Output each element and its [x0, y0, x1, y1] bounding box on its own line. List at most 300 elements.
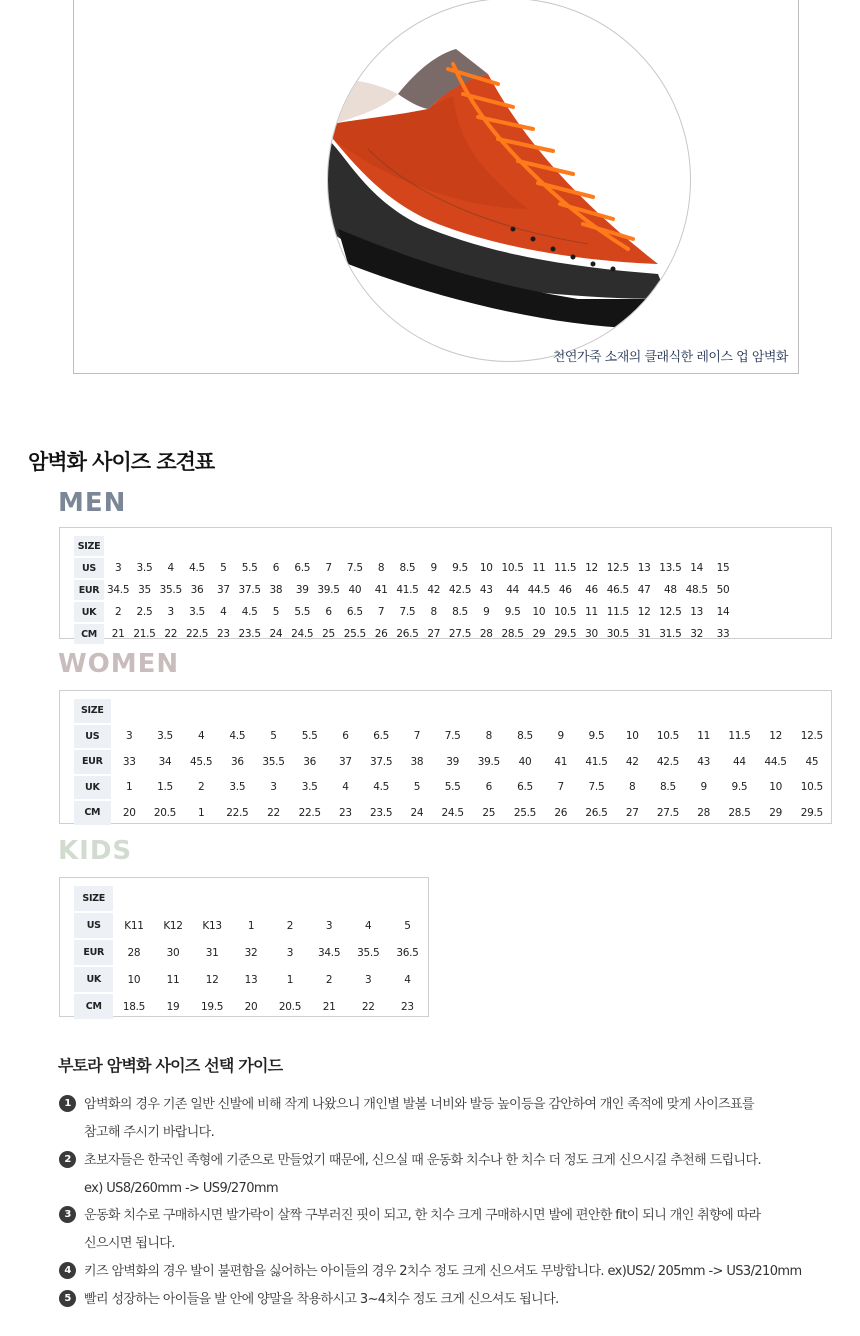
size-cell — [389, 886, 426, 911]
size-cell: 20 — [122, 806, 136, 819]
size-cell: 23 — [339, 806, 352, 819]
size-cell: 32 — [244, 946, 258, 959]
size-cell — [579, 699, 613, 723]
size-cell: 36 — [303, 755, 317, 768]
size-cell: 27.5 — [656, 806, 680, 819]
size-cell: 4 — [365, 919, 372, 932]
size-cell: 8 — [629, 781, 636, 794]
size-cell: 37 — [339, 755, 352, 768]
size-cell: 8.5 — [452, 606, 468, 618]
size-cell: 5.5 — [444, 781, 461, 794]
size-cell: 44.5 — [764, 755, 787, 768]
size-cell: 12.5 — [659, 606, 682, 618]
size-cell: 42.5 — [656, 755, 680, 768]
size-cell: 25 — [482, 806, 496, 819]
size-cell: 3.5 — [157, 730, 173, 743]
size-cell: 40 — [518, 755, 532, 768]
size-cell: 48 — [664, 584, 677, 596]
size-cell: 29 — [532, 628, 546, 640]
guide-item-text-cont: 신으시면 됩니다. — [84, 1236, 175, 1251]
size-cell — [474, 536, 498, 556]
size-cell — [422, 536, 446, 556]
size-cell: 24 — [269, 628, 283, 640]
size-cell: 28 — [127, 946, 141, 959]
size-cell — [795, 699, 829, 723]
size-cell: 6.5 — [294, 562, 311, 574]
kids-table — [72, 884, 428, 1021]
size-cell: 21 — [322, 1000, 336, 1013]
size-cell — [256, 699, 290, 723]
size-cell: 10.5 — [554, 606, 577, 618]
size-cell: 5.5 — [301, 730, 318, 743]
size-cell: 33 — [122, 755, 136, 768]
size-cell: K11 — [124, 919, 144, 932]
size-cell: 41.5 — [396, 584, 419, 596]
size-cell: 40 — [348, 584, 362, 596]
size-cell: 25 — [322, 628, 335, 640]
size-cell: 3 — [167, 606, 174, 618]
number-4-icon: 4 — [59, 1262, 76, 1279]
size-cell — [369, 536, 393, 556]
size-cell: 12 — [769, 730, 782, 743]
size-cell: 22.5 — [185, 628, 209, 640]
size-cell: 3 — [365, 973, 372, 986]
size-cell: 7 — [557, 781, 564, 794]
size-cell: 11.5 — [606, 606, 629, 618]
size-cell: 2 — [286, 919, 294, 932]
size-cell — [685, 536, 709, 556]
size-cell: 28.5 — [501, 628, 524, 640]
size-cell: 4 — [167, 562, 174, 574]
size-cell — [329, 699, 362, 723]
size-cell: 35.5 — [159, 584, 182, 596]
size-cell: K12 — [163, 919, 183, 932]
size-cell: 44 — [506, 584, 519, 596]
size-cell — [579, 536, 603, 556]
size-row-eur — [74, 750, 829, 774]
size-cell — [364, 699, 398, 723]
size-row-cm — [74, 624, 735, 644]
size-cell — [194, 886, 231, 911]
size-cell: 10 — [127, 973, 141, 986]
size-cell: 7 — [413, 730, 421, 743]
size-cell — [711, 536, 735, 556]
size-cell: 21.5 — [133, 628, 156, 640]
row-label: CM — [74, 994, 113, 1019]
size-cell: 19.5 — [201, 1000, 224, 1013]
number-3-icon: 3 — [59, 1206, 76, 1223]
size-cell — [527, 536, 551, 556]
size-cell: 12 — [205, 973, 219, 986]
size-row-eur — [74, 940, 426, 965]
size-cell: 24.5 — [441, 806, 464, 819]
size-cell: 31 — [205, 946, 219, 959]
image-caption: 천연가죽 소재의 클래식한 레이스 업 암벽화 — [552, 350, 788, 365]
size-cell: 29 — [769, 806, 782, 819]
size-cell: 4.5 — [189, 562, 205, 574]
size-row-uk — [74, 602, 735, 622]
size-cell: 3.5 — [301, 781, 318, 794]
size-row-cm — [74, 801, 829, 825]
size-cell: 13 — [244, 973, 258, 986]
size-cell: 39.5 — [477, 755, 500, 768]
size-cell: 4.5 — [229, 730, 246, 743]
row-label: EUR — [74, 940, 113, 965]
size-cell: 36 — [190, 584, 204, 596]
size-cell: 8 — [485, 730, 492, 743]
size-cell: 8.5 — [399, 562, 416, 574]
size-cell — [687, 699, 720, 723]
size-cell: 36.5 — [396, 946, 419, 959]
size-cell: 22.5 — [226, 806, 249, 819]
row-label: EUR — [74, 580, 104, 600]
size-cell: 31 — [637, 628, 651, 640]
size-cell: 22 — [361, 1000, 375, 1013]
size-cell: 3 — [270, 781, 277, 794]
size-cell: 1 — [197, 806, 205, 819]
size-cell: 11 — [585, 606, 598, 618]
size-cell: 44.5 — [527, 584, 550, 596]
guide-item-4 — [59, 1258, 802, 1286]
size-cell: 38 — [269, 584, 283, 596]
size-cell: 1 — [247, 919, 255, 932]
row-label: SIZE — [74, 536, 104, 556]
guide-item-text: 운동화 치수로 구매하시면 발가락이 살짝 구부러진 핏이 되고, 한 치수 크게 구매하시면 발에 편안한 fit이 되니 개인 취향에 따라 — [84, 1208, 761, 1223]
size-cell: 24.5 — [291, 628, 314, 640]
size-cell: 46 — [585, 584, 598, 596]
size-cell: 23.5 — [238, 628, 261, 640]
size-cell: 1 — [286, 973, 294, 986]
size-cell: 6 — [325, 606, 332, 618]
size-cell: 18.5 — [122, 1000, 146, 1013]
size-cell: 26.5 — [396, 628, 419, 640]
size-cell — [115, 886, 152, 911]
size-cell: 11.5 — [554, 562, 577, 574]
size-cell: 5.5 — [294, 606, 311, 618]
size-cell: 11 — [166, 973, 180, 986]
size-cell: 6 — [342, 730, 349, 743]
size-cell: 36 — [230, 755, 244, 768]
shoe-closeup-image — [327, 0, 691, 362]
size-cell: 10.5 — [501, 562, 524, 574]
number-1-icon: 1 — [59, 1095, 76, 1112]
size-cell: 34 — [158, 755, 172, 768]
size-cell: 11 — [532, 562, 546, 574]
size-cell: 2.5 — [136, 606, 153, 618]
row-label: CM — [74, 624, 104, 644]
guide-item-text: 초보자들은 한국인 족형에 기준으로 만들었기 때문에, 신으실 때 운동화 치수나 한 치수 더 정도 크게 신으시길 추천해 드립니다. — [84, 1153, 761, 1168]
size-row-us — [74, 913, 426, 938]
size-cell: 29.5 — [554, 628, 577, 640]
size-cell: 3 — [325, 919, 333, 932]
size-cell: 22.5 — [298, 806, 321, 819]
size-cell: 6 — [272, 562, 280, 574]
size-cell: 28.5 — [728, 806, 751, 819]
size-cell: 9 — [557, 730, 564, 743]
guide-item-text-cont: 참고해 주시기 바랍니다. — [84, 1125, 215, 1140]
size-cell: 46 — [558, 584, 572, 596]
size-cell: 5 — [220, 562, 227, 574]
size-cell: 5.5 — [241, 562, 258, 574]
size-cell: 45.5 — [190, 755, 213, 768]
size-chart-title: 암벽화 사이즈 조견표 — [28, 450, 215, 474]
size-cell: 23 — [216, 628, 230, 640]
size-cell: 25.5 — [513, 806, 537, 819]
size-row-us — [74, 725, 829, 749]
size-cell: 20.5 — [153, 806, 177, 819]
men-size-table — [59, 527, 832, 639]
size-cell: 14 — [690, 562, 704, 574]
size-cell: 32 — [690, 628, 704, 640]
size-cell: 2 — [325, 973, 333, 986]
size-cell: 23.5 — [370, 806, 393, 819]
size-cell: 26 — [554, 806, 568, 819]
size-cell: 5 — [272, 606, 280, 618]
size-cell: 37.5 — [370, 755, 393, 768]
size-cell — [237, 536, 261, 556]
size-cell — [113, 699, 146, 723]
size-cell: 39 — [446, 755, 460, 768]
size-cell: 34.5 — [107, 584, 130, 596]
size-cell — [290, 536, 314, 556]
size-cell: 28 — [697, 806, 711, 819]
size-cell — [316, 536, 340, 556]
size-cell: 45 — [805, 755, 819, 768]
kids-size-table — [59, 877, 429, 1017]
size-cell — [616, 699, 649, 723]
size-cell — [395, 536, 419, 556]
number-2-icon: 2 — [59, 1151, 76, 1168]
size-cell: 8.5 — [660, 781, 676, 794]
size-cell — [508, 699, 542, 723]
size-row-size — [74, 886, 426, 911]
size-cell — [500, 536, 524, 556]
size-cell — [350, 886, 387, 911]
size-cell: 3.5 — [189, 606, 205, 618]
size-cell: 5 — [413, 781, 421, 794]
size-cell — [553, 536, 577, 556]
size-cell: 2 — [197, 781, 205, 794]
size-cell: 26 — [374, 628, 388, 640]
guide-item-3 — [59, 1202, 761, 1258]
size-cell: 4.5 — [373, 781, 390, 794]
size-cell: 1.5 — [157, 781, 173, 794]
size-cell: 13 — [690, 606, 704, 618]
size-row-uk — [74, 967, 426, 992]
size-row-uk — [74, 776, 829, 800]
size-cell: 7.5 — [588, 781, 605, 794]
size-cell: 12.5 — [800, 730, 823, 743]
size-cell — [436, 699, 470, 723]
size-cell: 5 — [404, 919, 411, 932]
size-cell — [632, 536, 656, 556]
size-cell: 27.5 — [448, 628, 472, 640]
size-cell: 23 — [401, 1000, 414, 1013]
product-image-frame — [73, 0, 799, 374]
size-cell: 3 — [114, 562, 122, 574]
size-cell: 30 — [585, 628, 598, 640]
size-row-eur — [74, 580, 735, 600]
size-cell: 43 — [479, 584, 493, 596]
size-cell: 27 — [625, 806, 639, 819]
size-cell: 47 — [637, 584, 651, 596]
size-cell: 6.5 — [346, 606, 363, 618]
size-cell: 29.5 — [800, 806, 823, 819]
size-cell: 7.5 — [346, 562, 363, 574]
size-cell: 30 — [166, 946, 180, 959]
guide-item-text-cont: ex) US8/260mm -> US9/270mm — [84, 1181, 279, 1196]
size-cell — [233, 886, 270, 911]
size-cell: 6.5 — [517, 781, 533, 794]
size-cell — [759, 699, 793, 723]
row-label: US — [74, 725, 111, 749]
size-cell: 42 — [427, 584, 441, 596]
size-cell: 41 — [374, 584, 388, 596]
size-cell: 37 — [216, 584, 230, 596]
size-cell: 50 — [716, 584, 730, 596]
size-row-size — [74, 536, 735, 556]
size-cell: 6 — [485, 781, 492, 794]
size-cell: 39.5 — [317, 584, 340, 596]
size-cell: 34.5 — [318, 946, 341, 959]
size-cell: 30.5 — [606, 628, 629, 640]
size-cell — [544, 699, 577, 723]
size-cell: 25.5 — [343, 628, 366, 640]
guide-item-text: 키즈 암벽화의 경우 발이 불편함을 싫어하는 아이들의 경우 2치수 정도 크게 신으셔도 무방합니다. ex)US2/ 205mm -> US3/210mm — [84, 1264, 802, 1279]
size-cell: 31.5 — [659, 628, 682, 640]
size-cell — [722, 699, 756, 723]
size-cell: 3 — [286, 946, 294, 959]
size-cell: 12 — [637, 606, 651, 618]
size-cell: 20.5 — [278, 1000, 302, 1013]
size-cell: 9.5 — [588, 730, 605, 743]
size-cell — [658, 536, 682, 556]
size-cell: 41 — [554, 755, 568, 768]
size-cell: 10 — [625, 730, 639, 743]
size-cell: K13 — [202, 919, 222, 932]
men-table — [72, 534, 737, 646]
guide-item-text: 암벽화의 경우 기존 일반 신발에 비해 작게 나왔으니 개인별 발볼 너비와 발등 높이등을 감안하여 개인 족적에 맞게 사이즈표를 — [84, 1097, 754, 1112]
size-cell: 24 — [410, 806, 424, 819]
size-cell: 3.5 — [136, 562, 153, 574]
size-cell: 41.5 — [585, 755, 608, 768]
size-cell: 9 — [483, 606, 490, 618]
row-label: SIZE — [74, 699, 111, 723]
size-cell — [148, 699, 182, 723]
size-cell: 12.5 — [606, 562, 629, 574]
size-row-cm — [74, 994, 426, 1019]
size-cell: 7 — [325, 562, 332, 574]
row-label: US — [74, 558, 104, 578]
size-cell: 22 — [164, 628, 178, 640]
women-section-title: WOMEN — [58, 649, 180, 679]
size-cell — [185, 536, 209, 556]
row-label: UK — [74, 967, 113, 992]
size-cell: 3.5 — [229, 781, 246, 794]
size-row-size — [74, 699, 829, 723]
number-5-icon: 5 — [59, 1290, 76, 1307]
guide-item-2 — [59, 1147, 761, 1203]
women-table — [72, 697, 831, 827]
size-cell — [264, 536, 288, 556]
size-cell — [106, 536, 130, 556]
size-cell: 35.5 — [357, 946, 380, 959]
row-label: SIZE — [74, 886, 113, 911]
guide-item-1 — [59, 1091, 754, 1147]
guide-title: 부토라 암벽화 사이즈 선택 가이드 — [58, 1056, 283, 1075]
size-cell: 8 — [430, 606, 437, 618]
size-cell: 8 — [377, 562, 385, 574]
size-cell: 35 — [138, 584, 151, 596]
row-label: UK — [74, 602, 104, 622]
size-cell: 19 — [166, 1000, 180, 1013]
size-cell: 15 — [716, 562, 730, 574]
size-cell: 13 — [637, 562, 651, 574]
size-cell: 21 — [111, 628, 125, 640]
size-cell: 10 — [479, 562, 493, 574]
size-cell — [155, 886, 192, 911]
size-cell — [651, 699, 685, 723]
size-cell: 4.5 — [241, 606, 258, 618]
size-cell: 9.5 — [504, 606, 521, 618]
size-cell: 46.5 — [606, 584, 629, 596]
size-cell — [211, 536, 235, 556]
size-cell: 10.5 — [800, 781, 823, 794]
women-size-table — [59, 690, 832, 824]
size-cell: 20 — [244, 1000, 258, 1013]
size-cell: 7.5 — [444, 730, 461, 743]
size-cell: 9.5 — [731, 781, 748, 794]
size-cell: 27 — [427, 628, 441, 640]
size-cell — [159, 536, 183, 556]
kids-section-title: KIDS — [58, 836, 133, 866]
row-label: US — [74, 913, 113, 938]
size-cell: 26.5 — [585, 806, 608, 819]
size-cell — [472, 699, 506, 723]
size-row-us — [74, 558, 735, 578]
size-cell — [293, 699, 327, 723]
size-cell: 7 — [377, 606, 385, 618]
size-cell: 2 — [114, 606, 122, 618]
size-cell: 10 — [532, 606, 546, 618]
size-cell — [311, 886, 348, 911]
size-cell: 14 — [716, 606, 730, 618]
size-cell: 6.5 — [373, 730, 390, 743]
size-cell: 48.5 — [685, 584, 708, 596]
size-cell: 42 — [625, 755, 639, 768]
size-cell: 9.5 — [452, 562, 468, 574]
size-cell: 4 — [342, 781, 349, 794]
size-cell: 39 — [295, 584, 309, 596]
size-cell: 4 — [197, 730, 205, 743]
size-cell: 12 — [585, 562, 598, 574]
size-cell — [343, 536, 367, 556]
guide-item-text: 빨리 성장하는 아이들을 발 안에 양말을 착용하시고 3~4치수 정도 크게 신으셔도 됩니다. — [84, 1292, 559, 1307]
size-cell: 44 — [733, 755, 746, 768]
size-cell: 11 — [697, 730, 711, 743]
size-cell: 3 — [126, 730, 133, 743]
size-cell: 11.5 — [728, 730, 751, 743]
row-label: UK — [74, 776, 111, 800]
size-cell: 38 — [410, 755, 424, 768]
size-cell: 8.5 — [517, 730, 533, 743]
row-label: CM — [74, 801, 111, 825]
row-label: EUR — [74, 750, 111, 774]
size-cell: 1 — [126, 781, 133, 794]
size-cell — [220, 699, 254, 723]
size-cell: 33 — [716, 628, 730, 640]
size-cell — [448, 536, 472, 556]
